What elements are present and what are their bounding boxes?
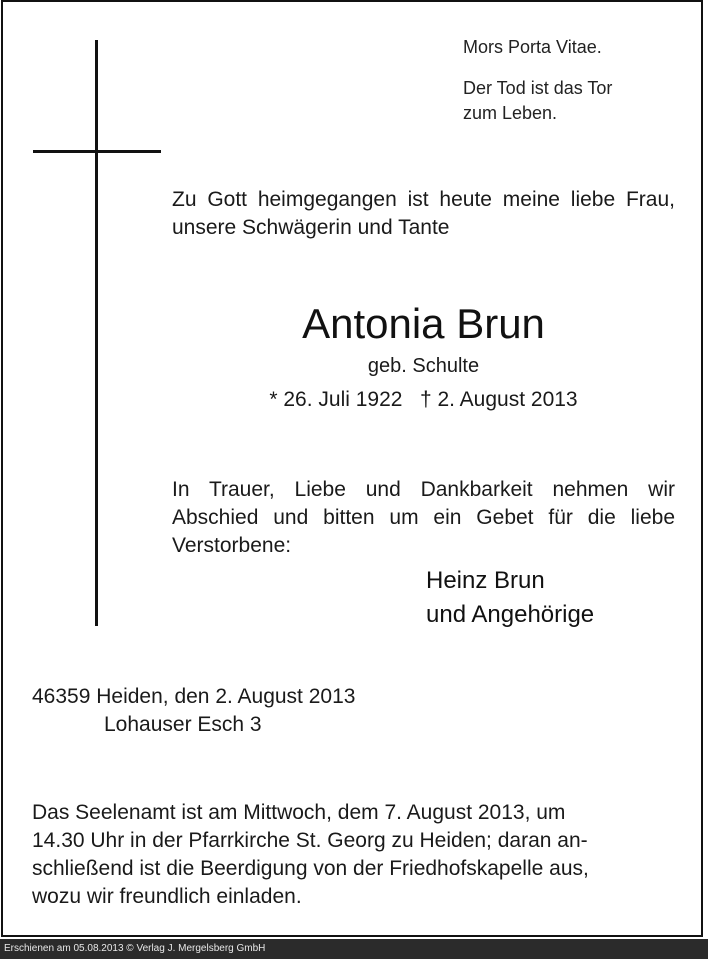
life-dates: * 26. Juli 1922 † 2. August 2013: [269, 388, 578, 411]
motto-german-line1: Der Tod ist das Tor: [463, 78, 613, 98]
cross-horizontal-beam: [33, 150, 161, 153]
mourning-text: In Trauer, Liebe und Dankbarkeit nehmen wir Abschied und bitten um ein Gebet für die liebe Verstorbene:: [172, 478, 675, 557]
intro-text: Zu Gott heimgegangen ist heute meine liebe Frau, unsere Schwägerin und Tante: [172, 188, 675, 239]
cross-vertical-beam: [95, 40, 98, 626]
signature-name: Heinz Brun: [426, 567, 545, 594]
motto-german: [463, 76, 693, 126]
footer-bar: [0, 939, 708, 959]
place-and-date: 46359 Heiden, den 2. August 2013: [32, 685, 356, 708]
signature-family: und Angehörige: [426, 601, 595, 628]
obituary-notice: [1, 0, 703, 937]
maiden-name: geb. Schulte: [367, 355, 480, 377]
motto-latin: Mors Porta Vitae.: [463, 37, 602, 57]
service-line-4: wozu wir freundlich einladen.: [32, 885, 302, 908]
service-line-3: schließend ist die Beerdigung von der Friedhofskapelle aus,: [32, 857, 589, 880]
motto-german-line2: zum Leben.: [463, 103, 558, 123]
address: Lohauser Esch 3: [104, 713, 262, 736]
deceased-name: Antonia Brun: [302, 300, 545, 347]
service-line-1: Das Seelenamt ist am Mittwoch, dem 7. August 2013, um: [32, 801, 566, 824]
service-line-2: 14.30 Uhr in der Pfarrkirche St. Georg zu Heiden; daran an-: [32, 829, 588, 852]
service-info: [32, 799, 675, 911]
publication-credit: Erschienen am 05.08.2013 © Verlag J. Mergelsberg GmbH: [4, 943, 266, 954]
